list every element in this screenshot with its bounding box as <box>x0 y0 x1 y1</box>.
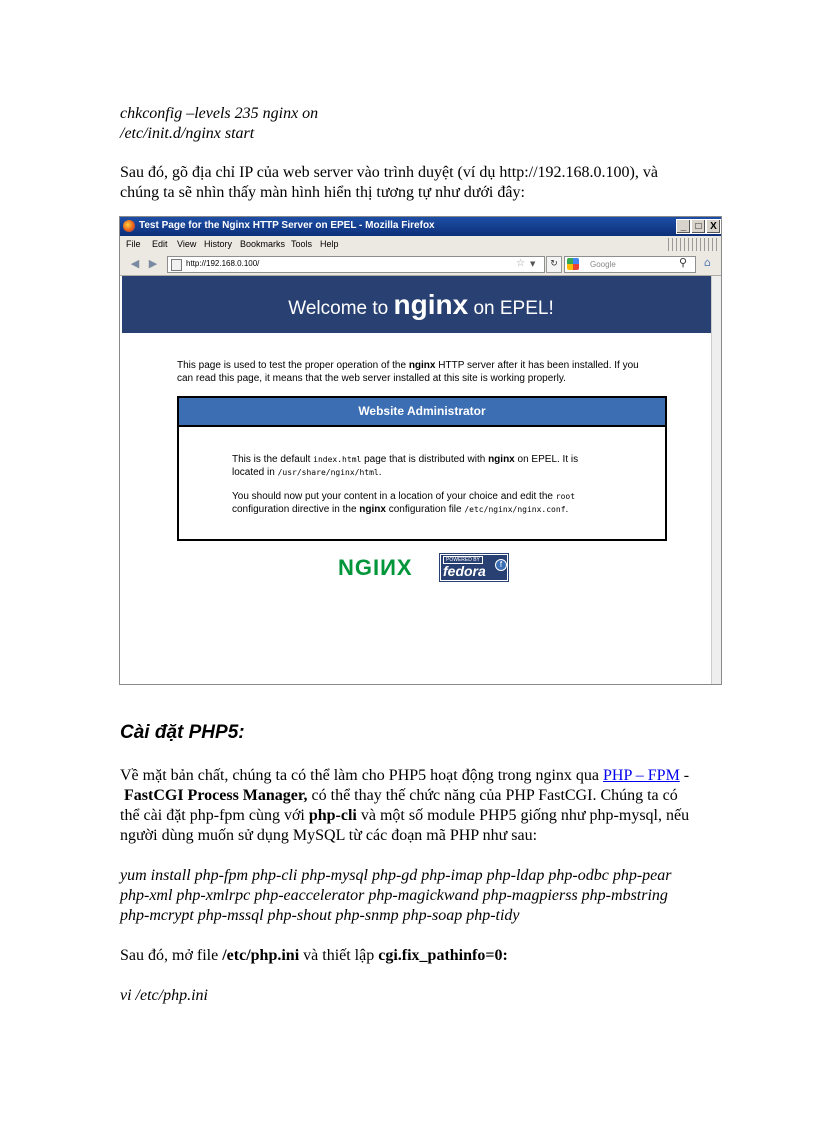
powered-by-fedora-badge <box>440 554 508 581</box>
window-titlebar <box>120 217 721 236</box>
paragraph-php-fpm-line2: FastCGI Process Manager, có thể thay thế chức năng của PHP FastCGI. Chúng ta có <box>124 787 678 804</box>
page-icon <box>171 259 182 271</box>
vertical-scrollbar[interactable] <box>711 276 722 684</box>
admin-heading: Website Administrator <box>179 398 665 427</box>
fedora-wordmark: fedora <box>443 563 486 579</box>
paragraph-php-fpm-line3: thể cài đặt php-fpm cùng với php-cli và một số module PHP5 giống như php-mysql, nếu <box>120 807 690 824</box>
navigation-toolbar <box>120 253 721 276</box>
url-text: http://192.168.0.100/ <box>186 259 260 268</box>
menu-file[interactable]: File <box>126 239 141 249</box>
menu-tools[interactable]: Tools <box>291 239 313 249</box>
maximize-button[interactable]: □ <box>691 219 706 234</box>
close-button[interactable]: X <box>706 219 721 234</box>
google-icon <box>567 258 579 270</box>
window-title: Test Page for the Nginx HTTP Server on EPEL - Mozilla Firefox <box>139 220 435 231</box>
paragraph-intro-line2: chúng ta sẽ nhìn thấy màn hình hiển thị tương tự như dưới đây: <box>120 184 525 201</box>
banner-heading: Welcome to nginx on EPEL! <box>288 289 554 320</box>
paragraph-php-fpm-line4: người dùng muốn sử dụng MySQL từ các đoạn mã PHP như sau: <box>120 827 538 844</box>
command-vi-php-ini: vi /etc/php.ini <box>120 987 208 1004</box>
menu-history[interactable]: History <box>204 239 233 249</box>
menu-bookmarks[interactable]: Bookmarks <box>240 239 286 249</box>
menu-bar <box>120 236 721 253</box>
bookmark-star-icon[interactable]: ☆ <box>516 258 525 269</box>
admin-paragraph-1: This is the default index.html page that is distributed with nginx on EPEL. It is located in /usr/share/nginx/html. <box>232 454 579 478</box>
menu-edit[interactable]: Edit <box>152 239 168 249</box>
website-administrator-box <box>177 396 667 541</box>
back-arrow-icon[interactable]: ◀ <box>130 257 140 270</box>
command-yum-line2: php-xml php-xmlrpc php-eaccelerator php-magickwand php-magpierss php-mbstring <box>120 887 668 904</box>
paragraph-php-fpm-line1: Về mặt bản chất, chúng ta có thể làm cho PHP5 hoạt động trong nginx qua PHP – FPM - <box>120 767 690 784</box>
command-nginx-start: /etc/init.d/nginx start <box>120 125 255 142</box>
forward-arrow-icon[interactable]: ▶ <box>148 257 158 270</box>
intro-text: This page is used to test the proper operation of the nginx HTTP server after it has been installed. If you can read this page, it means that the web server installed at this site is working properly. <box>177 360 639 384</box>
fedora-icon: f <box>495 559 507 571</box>
command-yum-line3: php-mcrypt php-mssql php-shout php-snmp php-soap php-tidy <box>120 907 520 924</box>
chevron-down-icon[interactable]: ▼ <box>530 260 536 268</box>
home-icon[interactable]: ⌂ <box>704 256 711 269</box>
paragraph-intro-line1: Sau đó, gõ địa chỉ IP của web server vào trình duyệt (ví dụ http://192.168.0.100), và <box>120 164 658 181</box>
admin-paragraph-2: You should now put your content in a location of your choice and edit the root configuration directive in the nginx configuration file /etc/nginx/nginx.conf. <box>232 491 576 515</box>
command-yum-line1: yum install php-fpm php-cli php-mysql php-gd php-imap php-ldap php-odbc php-pear <box>120 867 672 884</box>
fedora-powered-label: POWERED BY <box>443 556 483 564</box>
search-bar[interactable] <box>564 256 696 273</box>
reload-icon[interactable]: ↻ <box>546 256 562 273</box>
minimize-button[interactable]: _ <box>676 219 691 234</box>
magnifier-icon[interactable]: ⚲ <box>679 256 688 269</box>
url-bar[interactable] <box>167 256 545 273</box>
command-chkconfig: chkconfig –levels 235 nginx on <box>120 105 319 122</box>
menu-help[interactable]: Help <box>320 239 339 249</box>
page-content <box>120 276 711 684</box>
paragraph-php-ini: Sau đó, mở file /etc/php.ini và thiết lập cgi.fix_pathinfo=0: <box>120 947 508 964</box>
php-fpm-link[interactable]: PHP – FPM <box>603 767 680 784</box>
nginx-logo: NGIИX <box>338 555 413 580</box>
search-placeholder: Google <box>590 260 616 269</box>
banner-brand: nginx <box>393 289 469 320</box>
welcome-banner <box>122 276 711 333</box>
browser-screenshot <box>119 216 722 685</box>
toolbar-grip <box>668 238 718 251</box>
section-heading: Cài đặt PHP5: <box>120 722 245 743</box>
firefox-icon <box>123 220 135 232</box>
menu-view[interactable]: View <box>177 239 197 249</box>
